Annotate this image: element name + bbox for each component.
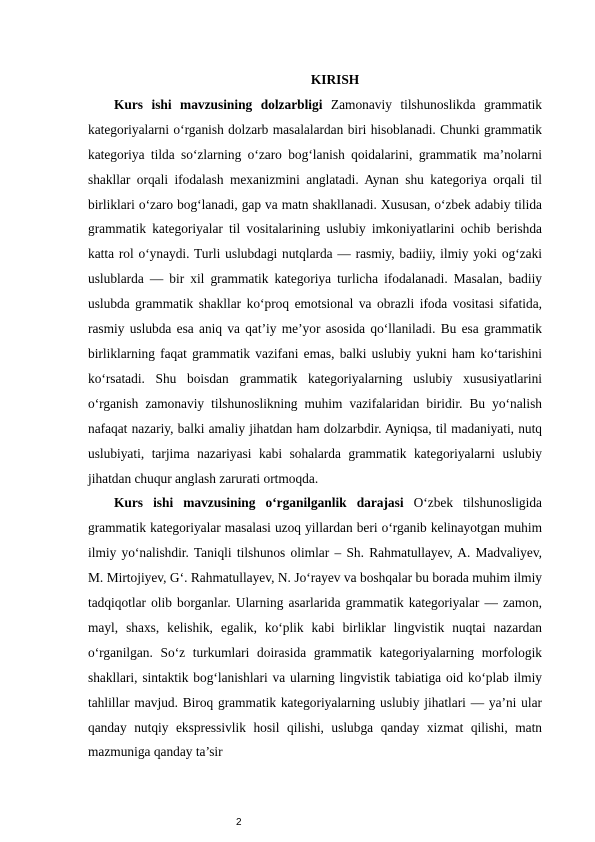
paragraph-body-study-level: O‘zbek tilshunosligida grammatik kategoriyalar masalasi uzoq yillardan beri o‘rganib kelinayotgan muhim ilmiy yo‘nalishdir. Taniqli tilshunos olimlar – Sh. Rahmatullayev, A. Madvaliyev, M. Mirtojiyev, G‘. Rahmatullayev, N. Jo‘rayev va boshqalar bu borada muhim ilmiy tadqiqotlar olib borganlar. Ularning asarlarida grammatik kategoriyalar — zamon, mayl, shaxs, kelishik, egalik, ko‘plik kabi birliklar lingvistik nuqtai nazardan o‘rganilgan. So‘z turkumlari doirasida grammatik kategoriyalarning morfologik shakllari, sintaktik bog‘lanishlari va ularning lingvistik tabiatiga oid ko‘plab ilmiy tahlillar mavjud. Biroq grammatik kategoriyalarning uslubiy jihatlari — ya’ni ular qanday nutqiy ekspressivlik hosil qilishi, uslubga qanday xizmat qilishi, matn mazmuniga qanday ta’sir xyxy=(88,495,542,760)
paragraph-lead-study-level: Kurs ishi mavzusining o‘rganilganlik darajasi xyxy=(114,495,404,511)
page-content xyxy=(88,68,542,765)
paragraph-body-relevance: Zamonaviy tilshunoslikda grammatik kategoriyalarni o‘rganish dolzarb masalalardan biri hisoblanadi. Chunki grammatik kategoriya tilda so‘zlarning o‘zaro bog‘lanish qoidalarini, grammatik ma’nolarni shakllar orqali ifodalash mexanizmini anglatadi. Aynan shu kategoriya orqali til birliklari o‘zaro bog‘lanadi, gap va matn shakllanadi. Xususan, o‘zbek adabiy tilida grammatik kategoriyalar til vositalarining uslubiy imkoniyatlarini ochib berishda katta rol o‘ynaydi. Turli uslubdagi nutqlarda — rasmiy, badiiy, ilmiy yoki og‘zaki uslublarda — bir xil grammatik kategoriya turlicha ifodalanadi. Masalan, badiiy uslubda grammatik shakllar ko‘proq emotsional va obrazli ifoda vositasi sifatida, rasmiy uslubda esa aniq va qat’iy me’yor asosida qo‘llaniladi. Bu esa grammatik birliklarning faqat grammatik vazifani emas, balki uslubiy yukni ham ko‘tarishini ko‘rsatadi. Shu boisdan grammatik kategoriyalarning uslubiy xususiyatlarini o‘rganish zamonaviy tilshunoslikning muhim vazifalaridan biridir. Bu yo‘nalish nafaqat nazariy, balki amaliy jihatdan ham dolzarbdir. Ayniqsa, til madaniyati, nutq uslubiyati, tarjima nazariyasi kabi sohalarda grammatik kategoriyalarni uslubiy jihatdan chuqur anglash zarurati ortmoqda. xyxy=(88,96,542,486)
paragraph-study-level xyxy=(88,491,542,765)
paragraph-relevance xyxy=(88,93,542,492)
page-number: 2 xyxy=(236,817,242,828)
section-heading: KIRISH xyxy=(310,72,360,87)
paragraph-lead-relevance: Kurs ishi mavzusining dolzarbligi xyxy=(114,96,323,112)
